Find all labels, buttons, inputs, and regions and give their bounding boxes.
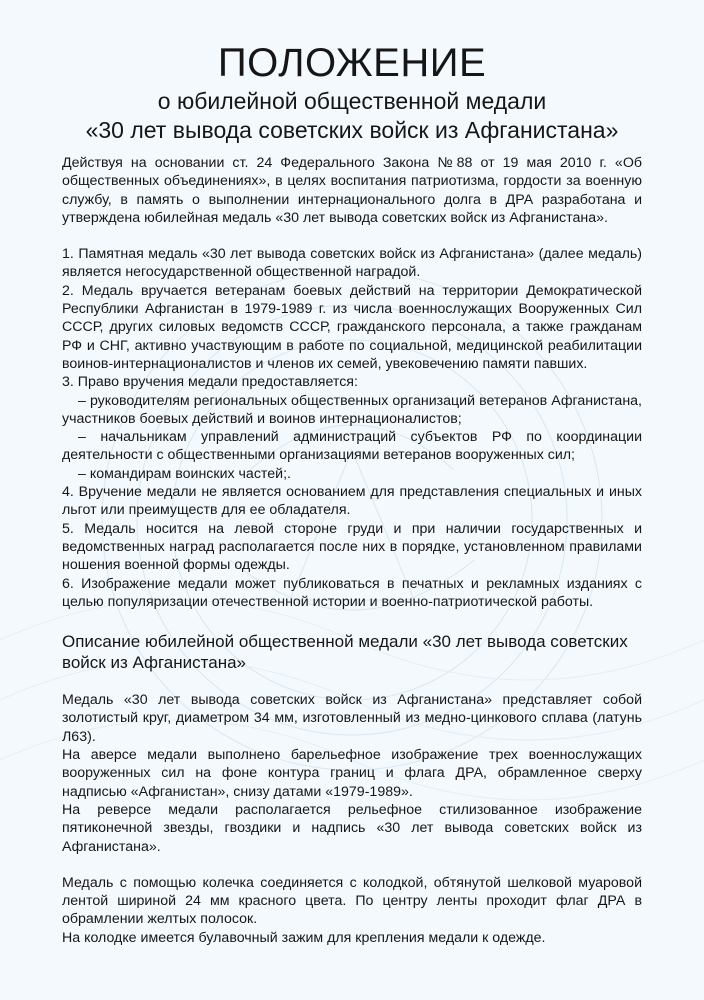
description-paragraph-1: Медаль «30 лет вывода советских войск из Афганистана» представляет собой золотистый круг, диаметром 34 мм, изготовленный из медно-цинкового сплава (латунь Л63).: [62, 692, 642, 745]
clause-3-item-1: – руководителям региональных общественных организаций ветеранов Афганистана, участников боевых действий и воинов интернационалистов;: [62, 392, 642, 427]
spacer: [62, 227, 642, 245]
intro-paragraph: Действуя на основании ст. 24 Федерального Закона №88 от 19 мая 2010 г. «Об общественных объединениях», в целях воспитания патриотизма, гордости за военную службу, в память о выполнении интернационального долга в ДРА разработана и утверждена юбилейная медаль «30 лет вывода советских войск из Афганистана».: [62, 155, 642, 226]
document-title: ПОЛОЖЕНИЕ: [217, 41, 487, 85]
description-paragraph-5: На колодке имеется булавочный зажим для крепления медали к одежде.: [62, 929, 546, 946]
clause-3-item-2: – начальникам управлений администраций субъектов РФ по координации деятельности с общественными организациями ветеранов вооруженных сил;: [62, 429, 642, 464]
spacer: [62, 856, 642, 874]
description-paragraph-3: На реверсе медали располагается рельефное стилизованное изображение пятиконечной звезды, гвоздики и надпись «30 лет вывода советских войск из Афганистана».: [62, 801, 642, 855]
clause-2: 2. Медаль вручается ветеранам боевых действий на территории Демократической Республики Афганистан в 1979-1989 г. из числа военнослужащих Вооруженных Сил СССР, других силовых ведомств СССР, гражданского персонала, а также гражданам РФ и СНГ, активно участвующим в работе по социальной, медицинской реабилитации воинов-интернационалистов и членов их семей, увековечению памяти павших.: [62, 282, 642, 372]
clause-5: 5. Медаль носится на левой стороне груди и при наличии государственных и ведомственных наград располагается после них в порядке, установленном правилами ношения военной формы одежды.: [62, 520, 642, 574]
spacer: [62, 673, 642, 691]
description-paragraph-2: На аверсе медали выполнено барельефное изображение трех военнослужащих вооруженных сил на фоне контура границ и флага ДРА, обрамленное сверху надписью «Афганистан», снизу датами «1979-1989».: [62, 747, 642, 800]
description-heading: Описание юбилейной общественной медали «30 лет вывода советских войск из Афганистана»: [62, 632, 628, 673]
document-subtitle-line2: «30 лет вывода советских войск из Афганистана»: [85, 117, 619, 143]
clause-1: 1. Памятная медаль «30 лет вывода советских войск из Афганистана» (далее медаль) является негосударственной общественной наградой.: [62, 246, 642, 281]
description-paragraph-4: Медаль с помощью колечка соединяется с колодкой, обтянутой шелковой муаровой лентой шириной 24 мм красного цвета. По центру ленты проходит флаг ДРА в обрамлении желтых полосок.: [62, 874, 642, 928]
document-page: [62, 40, 642, 947]
clause-3-item-3: – командирам воинских частей;.: [78, 465, 291, 482]
clause-6: 6. Изображение медали может публиковаться в печатных и рекламных изданиях с целью популяризации отечественной истории и военно-патриотической работы.: [62, 575, 642, 610]
clause-4: 4. Вручение медали не является основанием для представления специальных и иных льгот или преимуществ для ее обладателя.: [62, 484, 642, 519]
document-subtitle-line1: о юбилейной общественной медали: [157, 88, 547, 114]
clause-3: 3. Право вручения медали предоставляется:: [62, 374, 358, 391]
